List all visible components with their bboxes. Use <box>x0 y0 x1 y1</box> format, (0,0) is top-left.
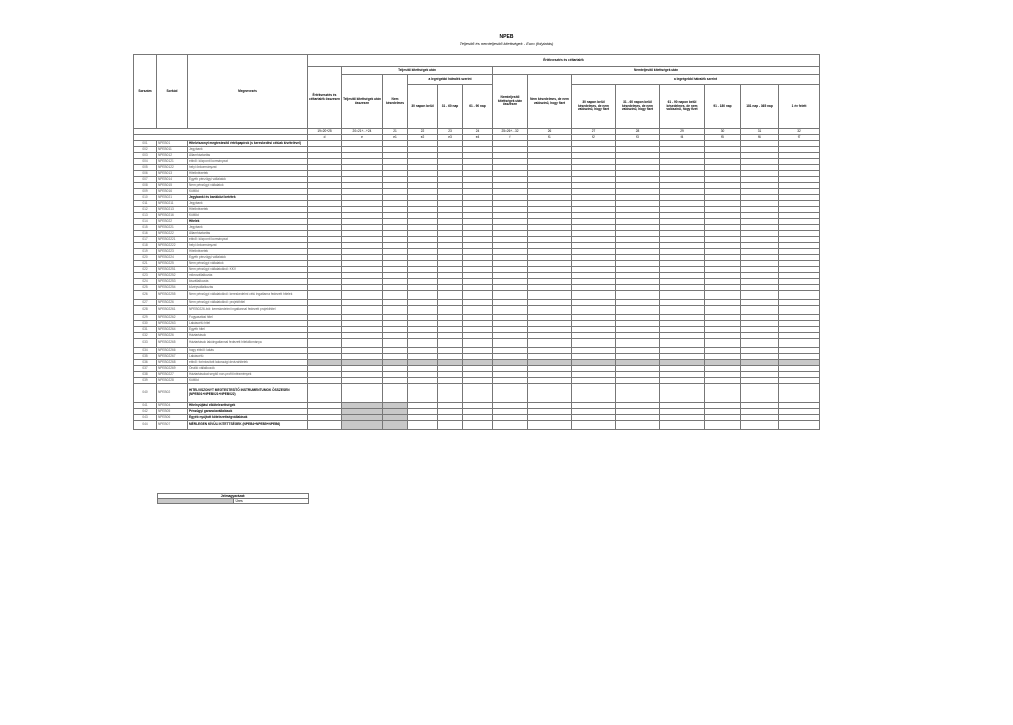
data-cell[interactable] <box>660 306 705 315</box>
row-number: 034 <box>134 348 157 354</box>
row-code: NPEB015 <box>157 183 188 189</box>
row-code: NPEB02221 <box>157 237 188 243</box>
row-number: 002 <box>134 147 157 153</box>
header-performing: Teljesítő kitettségek után <box>342 67 493 75</box>
row-description: Hitelviszonyt megtestesítő értékpapírok (s kereskedési célúak kivételével) <box>188 141 308 147</box>
row-code: NPEB05 <box>157 409 188 415</box>
data-cell[interactable] <box>463 384 493 403</box>
data-cell[interactable] <box>660 384 705 403</box>
row-code: NPEB06 <box>157 415 188 421</box>
row-code: NPEB02263 <box>157 321 188 327</box>
row-description: kisvállalkozás <box>188 279 308 285</box>
data-cell[interactable] <box>779 339 820 348</box>
data-cell[interactable] <box>572 421 616 430</box>
row-number: 024 <box>134 279 157 285</box>
header-np-unlikely: Nem késedelmes, de nem valószínű, hogy fizet <box>528 75 572 129</box>
row-number: 007 <box>134 177 157 183</box>
data-cell[interactable] <box>616 291 660 300</box>
data-cell[interactable] <box>660 339 705 348</box>
row-code: NPEB016 <box>157 189 188 195</box>
data-cell[interactable] <box>493 384 528 403</box>
data-cell[interactable] <box>408 339 438 348</box>
document-title: NPEB <box>499 34 514 40</box>
row-description: Egyéb pénzügyi vállalatok <box>188 177 308 183</box>
data-cell[interactable] <box>528 339 572 348</box>
column-code: 22 <box>408 129 438 135</box>
row-code: NPEB0228 <box>157 378 188 384</box>
row-code: NPEB013 <box>157 171 188 177</box>
data-cell[interactable] <box>779 291 820 300</box>
row-number: 011 <box>134 201 157 207</box>
row-number: 017 <box>134 237 157 243</box>
row-code: NPEB04 <box>157 403 188 409</box>
data-cell[interactable] <box>660 421 705 430</box>
row-code: NPEB0213 <box>157 207 188 213</box>
header-np-over-1-year: 1 év felett <box>779 85 820 129</box>
data-cell[interactable] <box>616 339 660 348</box>
column-letter: f4 <box>660 135 705 141</box>
row-number: 012 <box>134 207 157 213</box>
row-number: 015 <box>134 225 157 231</box>
data-cell[interactable] <box>342 291 383 300</box>
data-cell[interactable] <box>383 339 408 348</box>
row-code: NPEB02262 <box>157 315 188 321</box>
column-code: 20=21+...+24 <box>342 129 383 135</box>
data-cell[interactable] <box>741 384 779 403</box>
data-cell[interactable] <box>342 384 383 403</box>
data-cell[interactable] <box>528 306 572 315</box>
row-description: Jegybank <box>188 225 308 231</box>
row-description: Egyéb pénzügyi vállalatok <box>188 255 308 261</box>
data-cell[interactable] <box>705 306 741 315</box>
row-description: MÉRLEGEN KÍVÜLI KITETTSÉGEK (NPEB4+NPEB5+NPEB6) <box>188 421 308 430</box>
data-cell[interactable] <box>705 339 741 348</box>
row-number: 008 <box>134 183 157 189</box>
row-code: NPEB02252 <box>157 273 188 279</box>
row-code: NPEB0221 <box>157 225 188 231</box>
row-code: NPEB0122 <box>157 165 188 171</box>
row-code: NPEB0227 <box>157 372 188 378</box>
row-description: HITELVISZONYT MEGTESTESÍTŐ INSTRUMENTUMOK ÖSSZESEN (NPEB01+NPEB021+NPEB022) <box>188 384 308 403</box>
header-sorszam: Sorszám <box>134 55 157 129</box>
row-number: 043 <box>134 415 157 421</box>
data-cell[interactable] <box>463 339 493 348</box>
table-row <box>134 306 820 315</box>
header-nonperforming: Nemteljesítő kitettségek után <box>493 67 820 75</box>
row-number: 032 <box>134 333 157 339</box>
row-description: Nem pénzügyi vállalatokból: kereskedelmi célú ingatlanra fedezett hitelek <box>188 291 308 300</box>
row-description: Hitelnyújtási elkötelezettségek <box>188 403 308 409</box>
column-code: 28 <box>616 129 660 135</box>
row-number: 005 <box>134 165 157 171</box>
row-description: Önálló vállalkozók <box>188 366 308 372</box>
row-description: Háztartásokat segítő non-profit intézmények <box>188 372 308 378</box>
header-30-days: 30 napon belül <box>408 85 438 129</box>
data-cell[interactable] <box>438 291 463 300</box>
data-cell[interactable] <box>438 306 463 315</box>
data-cell[interactable] <box>493 421 528 430</box>
data-cell[interactable] <box>383 384 408 403</box>
row-description: helyi önkormányzat <box>188 165 308 171</box>
data-cell[interactable] <box>572 291 616 300</box>
row-number: 023 <box>134 273 157 279</box>
column-code: 19=20+25 <box>308 129 342 135</box>
row-description: Külföld <box>188 213 308 219</box>
table-row <box>134 291 820 300</box>
row-description: Hitelintézetek <box>188 249 308 255</box>
column-letter: f5 <box>705 135 741 141</box>
header-not-overdue: Nem késedelmes <box>383 75 408 129</box>
row-description: középvállalkozás <box>188 285 308 291</box>
header-nonperforming-total: Nemteljesítő kitettségek után összesen <box>493 75 528 129</box>
data-cell[interactable] <box>779 306 820 315</box>
data-cell[interactable] <box>438 421 463 430</box>
table-row <box>134 339 820 348</box>
row-number: 003 <box>134 153 157 159</box>
data-cell[interactable] <box>408 421 438 430</box>
row-number: 021 <box>134 261 157 267</box>
row-number: 001 <box>134 141 157 147</box>
header-group-impairment: Értékvesztés és céltartalék <box>308 55 820 67</box>
row-number: 026 <box>134 291 157 300</box>
row-number: 018 <box>134 243 157 249</box>
data-cell[interactable] <box>408 384 438 403</box>
data-cell[interactable] <box>308 306 342 315</box>
row-code: NPEB0223 <box>157 249 188 255</box>
data-cell[interactable] <box>528 291 572 300</box>
header-performing-total: Teljesítő kitettségek után összesen <box>342 75 383 129</box>
row-number: 033 <box>134 339 157 348</box>
column-code: 31 <box>741 129 779 135</box>
row-number: 006 <box>134 171 157 177</box>
header-nonperforming-overdue: a legrégebbi hátralék szerint <box>572 75 820 85</box>
row-description: Nem pénzügyi vállalatokból: KKV <box>188 267 308 273</box>
row-code: NPEB02 <box>157 384 188 403</box>
row-number: 029 <box>134 315 157 321</box>
column-code: 32 <box>779 129 820 135</box>
row-number: 028 <box>134 306 157 315</box>
column-letter: f2 <box>572 135 616 141</box>
data-cell[interactable] <box>705 421 741 430</box>
column-letter: e2 <box>408 135 438 141</box>
row-number: 036 <box>134 360 157 366</box>
row-description: NPEB0226-ból: kereskedelmi ingatlannal fedezett projekthitel <box>188 306 308 315</box>
column-letter: e4 <box>463 135 493 141</box>
row-number: 038 <box>134 372 157 378</box>
data-cell[interactable] <box>779 384 820 403</box>
column-letter: f <box>493 135 528 141</box>
header-np-61-90-days: 61 - 90 napon belül késedelmes, de nem valószínű, hogy fizet <box>660 85 705 129</box>
header-61-90-days: 61 - 90 nap <box>463 85 493 129</box>
data-cell[interactable] <box>705 291 741 300</box>
data-cell[interactable] <box>741 306 779 315</box>
row-description: Háztartások <box>188 333 308 339</box>
data-cell[interactable] <box>463 306 493 315</box>
row-code: NPEB014 <box>157 177 188 183</box>
data-cell[interactable] <box>741 421 779 430</box>
legend <box>157 493 309 504</box>
row-description: Jegybank <box>188 147 308 153</box>
header-np-30-days: 30 napon belül késedelmes, de nem valószínű, hogy fizet <box>572 85 616 129</box>
row-code: NPEB02267 <box>157 354 188 360</box>
row-code: NPEB011 <box>157 147 188 153</box>
row-code: NPEB01 <box>157 141 188 147</box>
row-description: Egyéb nyújtott kötelezettségvállalások <box>188 415 308 421</box>
column-letter: e3 <box>438 135 463 141</box>
column-letter: d <box>308 135 342 141</box>
report-table <box>133 54 820 430</box>
row-description: Jegybanki és bankközi betétek <box>188 195 308 201</box>
row-description: Hitelintézetek <box>188 171 308 177</box>
row-description: Külföld <box>188 378 308 384</box>
row-description: Lakáscélú hitel <box>188 321 308 327</box>
row-code: NPEB02253 <box>157 279 188 285</box>
data-cell[interactable] <box>408 291 438 300</box>
row-number: 030 <box>134 321 157 327</box>
data-cell[interactable] <box>660 291 705 300</box>
data-cell[interactable] <box>408 306 438 315</box>
row-number: 020 <box>134 255 157 261</box>
row-description: mikrovállalkozás <box>188 273 308 279</box>
row-number: 013 <box>134 213 157 219</box>
row-description: Hitelintézetek <box>188 207 308 213</box>
table-row <box>134 384 820 403</box>
row-code: NPEB02269 <box>157 366 188 372</box>
legend-swatch <box>158 499 234 504</box>
document-subtitle: Teljesítő és nemteljesítő kitettségek - Euro (folytatás) <box>459 41 554 46</box>
data-cell[interactable] <box>616 421 660 430</box>
data-cell[interactable] <box>383 306 408 315</box>
header-sorkod: Sorkód <box>157 55 188 129</box>
row-code: NPEB02266 <box>157 348 188 354</box>
data-cell[interactable] <box>342 421 383 430</box>
row-code: NPEB0225 <box>157 261 188 267</box>
row-code: NPEB02254 <box>157 285 188 291</box>
row-description: Hitelek <box>188 219 308 225</box>
row-code: NPEB021 <box>157 195 188 201</box>
row-description: Háztartások lakóingatlannal fedezett hitelállománya <box>188 339 308 348</box>
column-code: 29 <box>660 129 705 135</box>
data-cell[interactable] <box>705 384 741 403</box>
row-number: 035 <box>134 354 157 360</box>
row-code: NPEB0121 <box>157 159 188 165</box>
row-description: hogy ebből: lakás <box>188 348 308 354</box>
data-cell[interactable] <box>572 306 616 315</box>
row-description: ebből: forintosított lakossági devizahitelek <box>188 360 308 366</box>
data-cell[interactable] <box>741 339 779 348</box>
row-number: 040 <box>134 384 157 403</box>
header-np-31-60-days: 31 - 60 napon belül késedelmes, de nem valószínű, hogy fizet <box>616 85 660 129</box>
data-cell[interactable] <box>493 306 528 315</box>
legend-item-label: Üres <box>233 499 309 504</box>
data-cell[interactable] <box>528 384 572 403</box>
row-code: NPEB02265 <box>157 339 188 348</box>
row-number: 004 <box>134 159 157 165</box>
row-code: NPEB02222 <box>157 243 188 249</box>
row-description: Államháztartás <box>188 231 308 237</box>
row-description: Államháztartás <box>188 153 308 159</box>
row-description: helyi önkormányzat <box>188 243 308 249</box>
row-description: Külföld <box>188 189 308 195</box>
row-description: ebből: központi kormányzat <box>188 159 308 165</box>
legend-title: Jelmagyarázat: <box>158 494 309 499</box>
row-description: Pénzügyi garanciavállalások <box>188 409 308 415</box>
row-code: NPEB0211 <box>157 201 188 207</box>
header-31-60-days: 31 - 60 nap <box>438 85 463 129</box>
row-description: Lakáscélú <box>188 354 308 360</box>
column-code: 21 <box>383 129 408 135</box>
row-number: 041 <box>134 403 157 409</box>
data-cell[interactable] <box>741 291 779 300</box>
data-cell[interactable] <box>463 421 493 430</box>
column-code: 27 <box>572 129 616 135</box>
row-code: NPEB0216 <box>157 213 188 219</box>
row-code: NPEB02264 <box>157 327 188 333</box>
column-letter: e <box>342 135 383 141</box>
column-letter: f1 <box>528 135 572 141</box>
row-code: NPEB0226 <box>157 333 188 339</box>
data-cell[interactable] <box>572 384 616 403</box>
row-code: NPEB02255 <box>157 291 188 300</box>
row-number: 025 <box>134 285 157 291</box>
column-code: 26 <box>528 129 572 135</box>
table-row <box>134 421 820 430</box>
data-cell[interactable] <box>308 339 342 348</box>
data-cell[interactable] <box>308 421 342 430</box>
header-megnevezes: Megnevezés <box>188 55 308 129</box>
row-number: 014 <box>134 219 157 225</box>
data-cell[interactable] <box>342 306 383 315</box>
row-code: NPEB0224 <box>157 255 188 261</box>
row-code: NPEB02261 <box>157 306 188 315</box>
row-code: NPEB07 <box>157 421 188 430</box>
column-letter: f3 <box>616 135 660 141</box>
row-number: 009 <box>134 189 157 195</box>
header-total: Értékvesztés és céltartalék összesen <box>308 67 342 129</box>
column-letter: f6 <box>741 135 779 141</box>
row-number: 031 <box>134 327 157 333</box>
data-cell[interactable] <box>779 421 820 430</box>
header-np-181-365-days: 181 nap - 365 nap <box>741 85 779 129</box>
row-description: Fogyasztási hitel <box>188 315 308 321</box>
row-code: NPEB0222 <box>157 231 188 237</box>
column-code: 23 <box>438 129 463 135</box>
data-cell[interactable] <box>528 421 572 430</box>
row-description: Nem pénzügyi vállalatok <box>188 183 308 189</box>
column-code: 30 <box>705 129 741 135</box>
header-performing-overdue: a legrégebbi hátralék szerint <box>408 75 493 85</box>
row-number: 037 <box>134 366 157 372</box>
row-description: Nem pénzügyi vállalatokból: projekthitel <box>188 300 308 306</box>
row-number: 016 <box>134 231 157 237</box>
row-code: NPEB02268 <box>157 360 188 366</box>
data-cell[interactable] <box>616 306 660 315</box>
data-cell[interactable] <box>493 339 528 348</box>
data-cell[interactable] <box>438 384 463 403</box>
row-number: 039 <box>134 378 157 384</box>
row-number: 042 <box>134 409 157 415</box>
data-cell[interactable] <box>616 384 660 403</box>
row-description: Egyéb hitel <box>188 327 308 333</box>
row-description: ebből: központi kormányzat <box>188 237 308 243</box>
row-code: NPEB0226 <box>157 300 188 306</box>
column-letter: e1 <box>383 135 408 141</box>
row-code: NPEB012 <box>157 153 188 159</box>
column-letter: f7 <box>779 135 820 141</box>
data-cell[interactable] <box>438 339 463 348</box>
header-np-91-180-days: 91 - 180 nap <box>705 85 741 129</box>
row-number: 022 <box>134 267 157 273</box>
data-cell[interactable] <box>308 384 342 403</box>
row-description: Nem pénzügyi vállalatok <box>188 261 308 267</box>
data-cell[interactable] <box>572 339 616 348</box>
data-cell[interactable] <box>383 421 408 430</box>
data-cell[interactable] <box>493 291 528 300</box>
data-cell[interactable] <box>342 339 383 348</box>
row-number: 027 <box>134 300 157 306</box>
row-number: 019 <box>134 249 157 255</box>
row-number: 044 <box>134 421 157 430</box>
data-cell[interactable] <box>308 291 342 300</box>
data-cell[interactable] <box>383 291 408 300</box>
column-code: 24 <box>463 129 493 135</box>
column-code: 25=26+...32 <box>493 129 528 135</box>
data-cell[interactable] <box>463 291 493 300</box>
row-description: Jegybank <box>188 201 308 207</box>
row-code: NPEB022 <box>157 219 188 225</box>
row-number: 010 <box>134 195 157 201</box>
row-code: NPEB02251 <box>157 267 188 273</box>
